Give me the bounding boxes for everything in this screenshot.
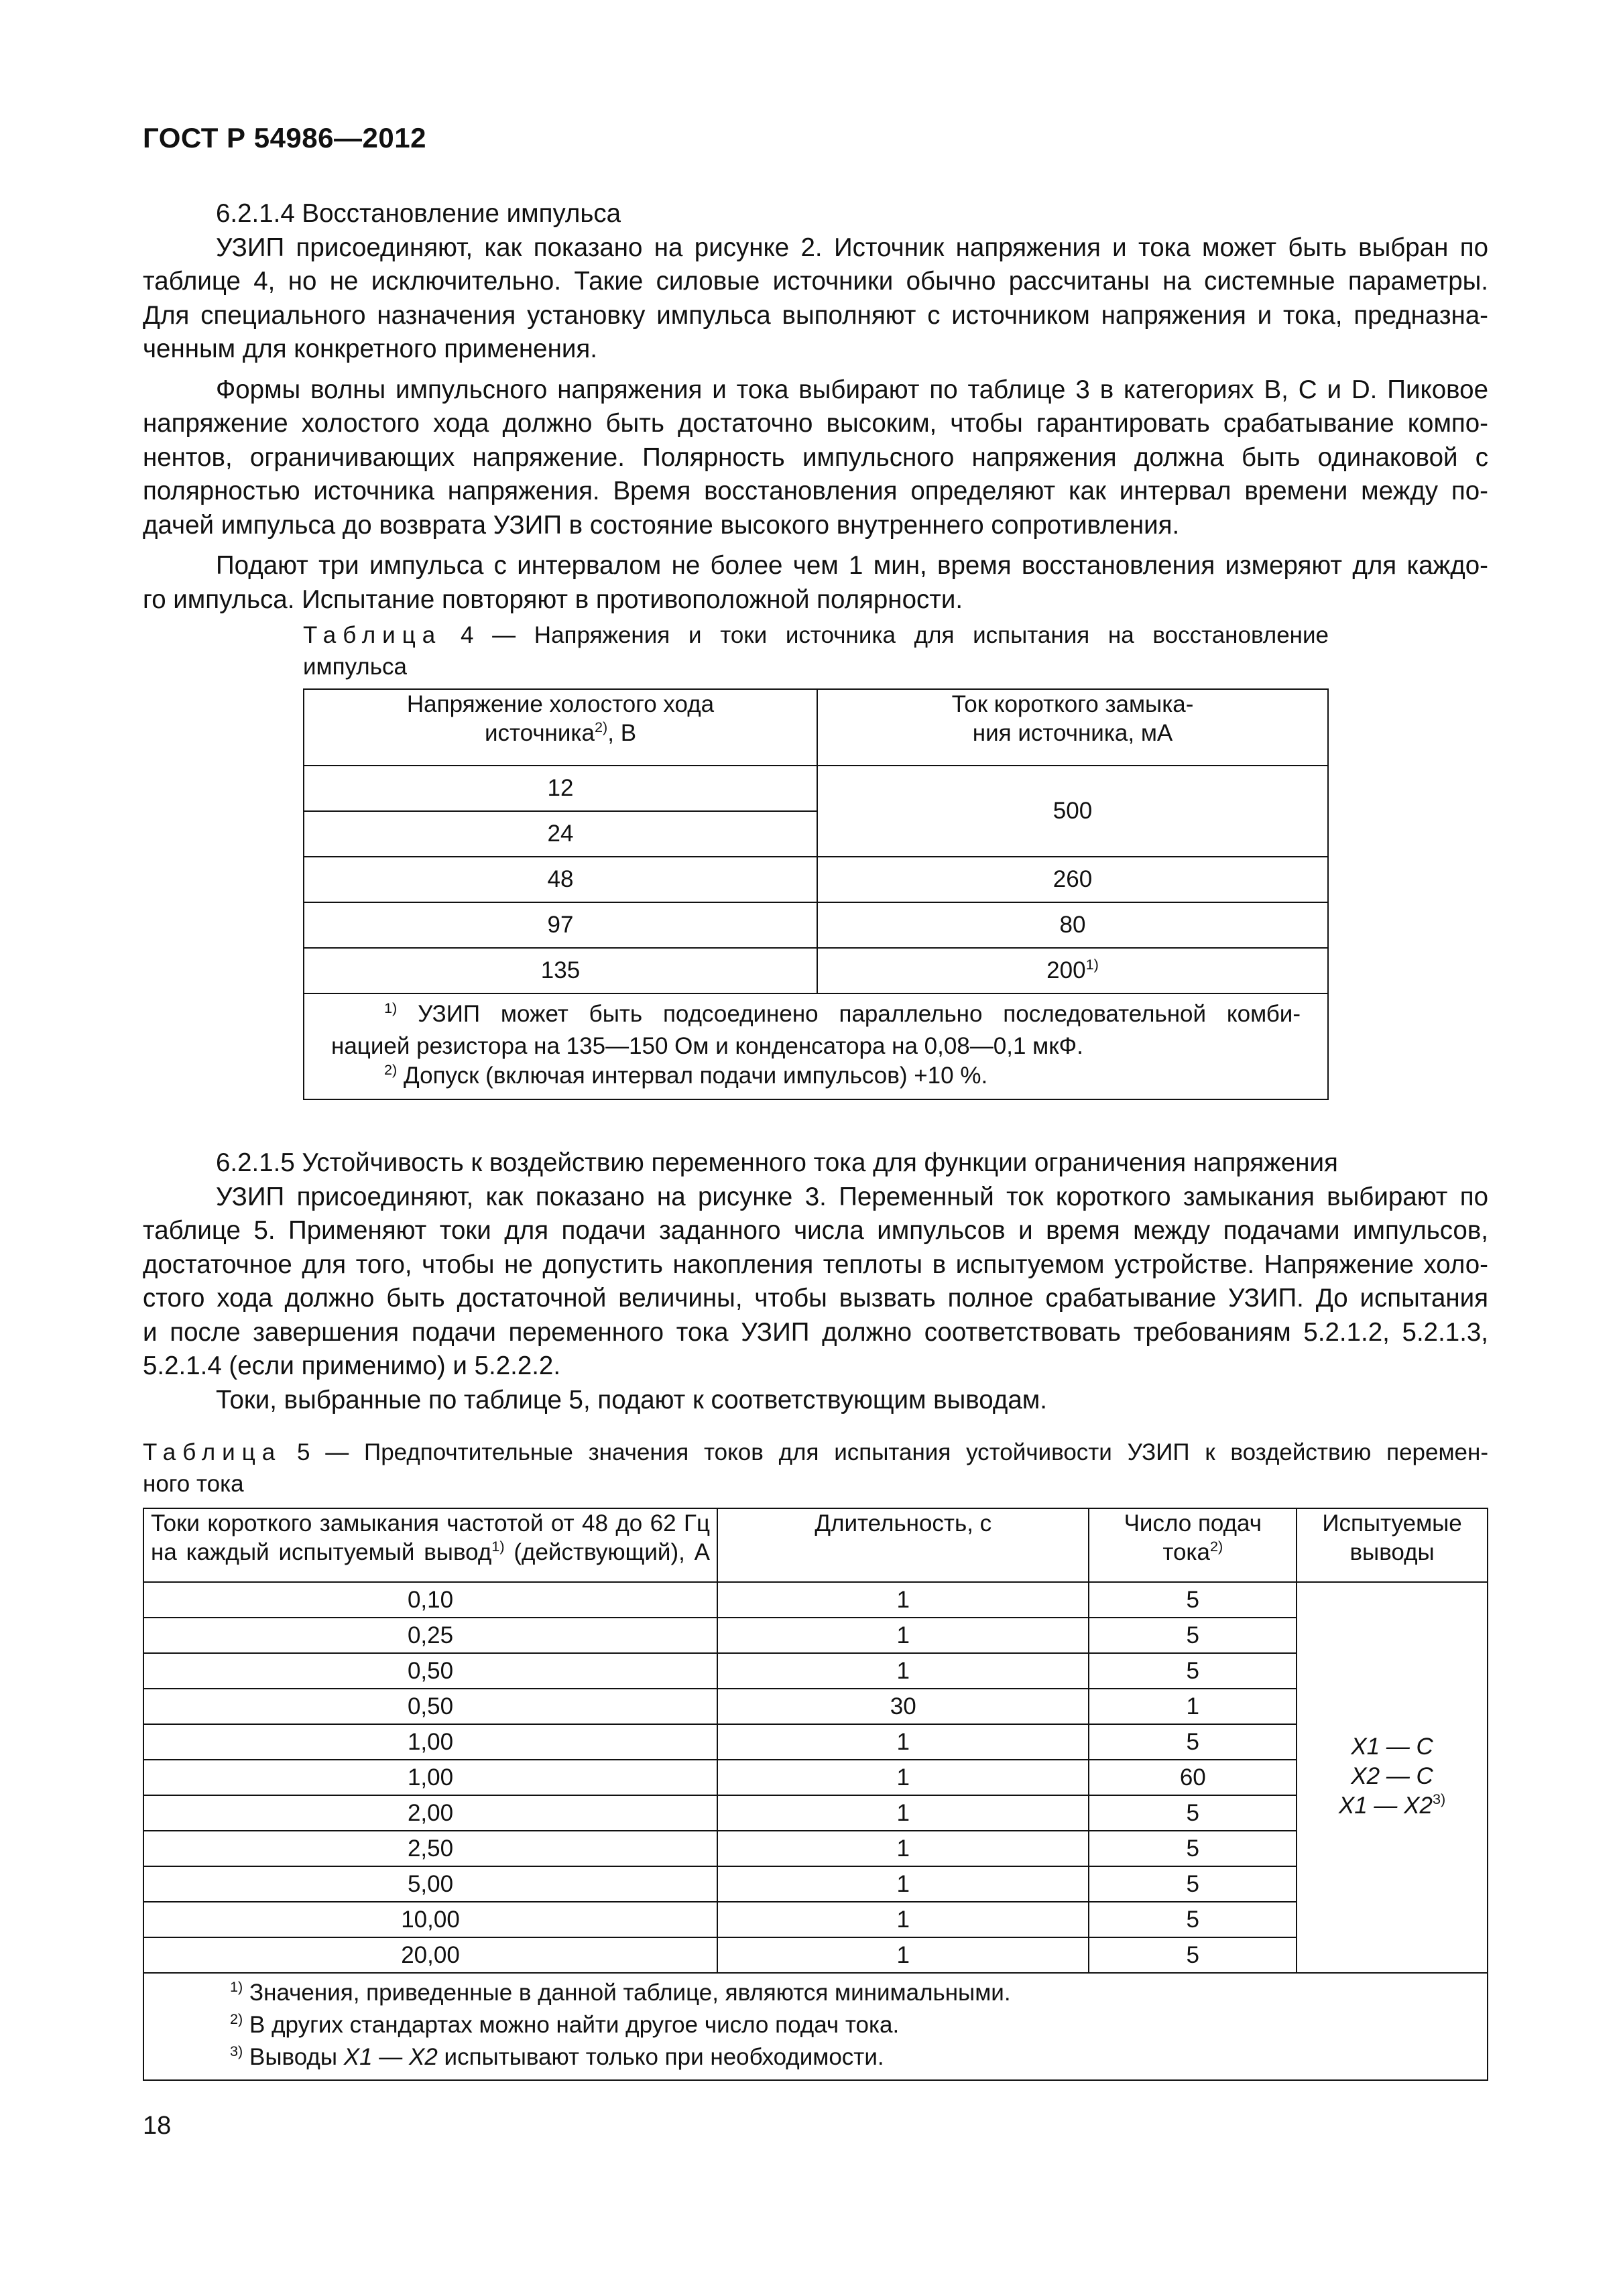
table-cell: 20,00: [143, 1937, 717, 1973]
table-caption-line2: ного тока: [143, 1471, 244, 1497]
paragraph-line: 5.2.1.4 (если применимо) и 5.2.2.2.: [143, 1351, 561, 1380]
table-cell: 80: [817, 902, 1328, 948]
table-cell: 1: [717, 1866, 1089, 1902]
section-heading: 6.2.1.5 Устойчивость к воздействию переменного тока для функции ограничения напряжения: [216, 1148, 1338, 1177]
paragraph-line: таблице 4, но не исключительно. Такие силовые источники обычно рассчитаны на системные параметры.: [143, 267, 1488, 296]
table-row: [143, 1866, 1488, 1902]
page-number: 18: [143, 2112, 172, 2140]
table-row: [143, 1618, 1488, 1653]
table-cell: 1: [717, 1760, 1089, 1795]
table-row: [143, 1653, 1488, 1689]
table-header-cell: [143, 1508, 717, 1582]
table-caption-text: 5 — Предпочтительные значения токов для испытания устойчивости УЗИП к воздействию перемен-: [282, 1439, 1488, 1465]
header-text: [144, 1538, 717, 1569]
note-text: испытывают только при необходимости.: [437, 2044, 884, 2070]
table-row: [143, 1724, 1488, 1760]
header-text-part: на каждый испытуемый вывод: [151, 1539, 492, 1565]
table5: [143, 1508, 1488, 2081]
table-row: [304, 766, 1328, 811]
paragraph-line: и после завершения подачи переменного тока УЗИП должно соответствовать требованиям 5.2.1.2, 5.2.1.3,: [143, 1317, 1488, 1347]
header-text: Токи короткого замыкания частотой от 48 до 62 Гц: [151, 1510, 711, 1536]
table-cell: 1: [717, 1937, 1089, 1973]
table-note: [304, 1061, 1301, 1093]
table-cell: 1: [1089, 1689, 1297, 1724]
table4-caption: [303, 619, 1329, 682]
table-cell: 1: [717, 1582, 1089, 1618]
footnote-marker: 3): [230, 2042, 243, 2059]
table-row: [304, 902, 1328, 948]
table-cell: 2,50: [143, 1831, 717, 1866]
table-caption-word: Таблица: [143, 1439, 282, 1465]
table-notes: [304, 993, 1328, 1099]
terminal-pair: X2 — C: [1351, 1762, 1433, 1789]
header-text: Число подач: [1124, 1510, 1262, 1536]
table-row: [143, 1902, 1488, 1937]
note-text: УЗИП может быть подсоединено параллельно последовательной комби-: [397, 1001, 1301, 1027]
header-text: [304, 719, 817, 750]
header-text-part: источника: [484, 720, 595, 746]
header-text: Ток короткого замыка-: [951, 691, 1194, 717]
table-cell: 0,50: [143, 1689, 717, 1724]
paragraph-line: таблице 5. Применяют токи для подачи заданного числа импульсов и время между подачами импульсов,: [143, 1216, 1488, 1245]
table-row: [304, 857, 1328, 902]
table-row: [143, 1689, 1488, 1724]
table-cell: 48: [304, 857, 817, 902]
note-text: Выводы: [243, 2044, 344, 2070]
table-cell: 5: [1089, 1795, 1297, 1831]
footnote-marker: 2): [230, 2010, 243, 2027]
header-text-part: (действующий), А: [504, 1539, 710, 1565]
section-6-2-1-5: [143, 1146, 1488, 1417]
header-text-part: , В: [607, 720, 637, 746]
table-cell: 97: [304, 902, 817, 948]
section-6-2-1-4: [143, 197, 1488, 617]
footnote-ref: 2): [594, 718, 608, 735]
table-row: [304, 948, 1328, 993]
footnote-ref: 1): [1085, 955, 1099, 973]
table-header-cell: [1089, 1508, 1297, 1582]
table4: [303, 688, 1329, 1100]
paragraph-line: Подают три импульса с интервалом не более чем 1 мин, время восстановления измеряют для каждо-: [216, 551, 1488, 580]
paragraph-line: Токи, выбранные по таблице 5, подают к соответствующим выводам.: [216, 1385, 1047, 1414]
footnote-ref: 3): [1432, 1791, 1446, 1808]
table-row: [143, 1760, 1488, 1795]
table-cell: [817, 948, 1328, 993]
table-cell: 24: [304, 811, 817, 857]
table-caption-line2: импульса: [303, 654, 407, 680]
table-cell: 5: [1089, 1866, 1297, 1902]
footnote-ref: 2): [1209, 1537, 1223, 1555]
table-cell: 5: [1089, 1724, 1297, 1760]
table-cell: 5: [1089, 1653, 1297, 1689]
paragraph-line: стого хода должно быть достаточной величины, чтобы вызвать полное срабатывание УЗИП. До испытания: [143, 1284, 1488, 1313]
paragraph-line: Формы волны импульсного напряжения и тока выбирают по таблице 3 в категориях B, C и D. Пиковое: [216, 375, 1488, 404]
table-row: [143, 1795, 1488, 1831]
table-cell: 5,00: [143, 1866, 717, 1902]
terminal-pair: [1297, 1791, 1487, 1823]
table-note: [230, 1978, 1487, 2010]
paragraph-line: Для специального назначения установку импульса выполняют с источником напряжения и тока, предназна-: [143, 300, 1488, 330]
table-note: нацией резистора на 135—150 Ом и конденсатора на 0,08—0,1 мкФ.: [331, 1033, 1083, 1059]
table-cell: 260: [817, 857, 1328, 902]
note-text: В других стандартах можно найти другое число подач тока.: [243, 2012, 900, 2038]
table-header-cell: [304, 689, 817, 766]
table-cell: 1,00: [143, 1760, 717, 1795]
table-header-cell: [1297, 1508, 1488, 1582]
table-cell: 1,00: [143, 1724, 717, 1760]
table-cell: 5: [1089, 1902, 1297, 1937]
table-cell: 5: [1089, 1582, 1297, 1618]
note-text: Допуск (включая интервал подачи импульсов) +10 %.: [397, 1063, 988, 1089]
table-cell: 2,00: [143, 1795, 717, 1831]
paragraph-line: достаточное для того, чтобы не допустить накопления теплоты в испытуемом устройстве. Напряжение холо-: [143, 1250, 1488, 1279]
table-cell: 1: [717, 1831, 1089, 1866]
footnote-ref: 1): [491, 1537, 505, 1555]
table5-caption: [143, 1437, 1488, 1500]
header-text: выводы: [1349, 1539, 1435, 1565]
table-cell: 1: [717, 1653, 1089, 1689]
table-header-cell: [817, 689, 1328, 766]
table-notes: [143, 1973, 1488, 2080]
paragraph-line: ченным для конкретного применения.: [143, 335, 597, 363]
table-cell: 5: [1089, 1937, 1297, 1973]
table-caption-text: 4 — Напряжения и токи источника для испытания на восстановление: [442, 622, 1329, 648]
table-cell: 1: [717, 1902, 1089, 1937]
terminal-text: X1 — X2: [1338, 1792, 1433, 1819]
table-cell: 1: [717, 1724, 1089, 1760]
note-text: Значения, приведенные в данной таблице, являются минимальными.: [243, 1980, 1011, 2006]
table-row: [143, 1831, 1488, 1866]
table-note: [304, 1000, 1301, 1032]
table-cell: 60: [1089, 1760, 1297, 1795]
table-cell: 5: [1089, 1831, 1297, 1866]
table-cell: 1: [717, 1618, 1089, 1653]
paragraph-line: го импульса. Испытание повторяют в противоположной полярности.: [143, 585, 963, 614]
footnote-marker: 1): [384, 999, 398, 1016]
paragraph-line: УЗИП присоединяют, как показано на рисунке 2. Источник напряжения и тока может быть выбран по: [216, 233, 1488, 262]
table-cell: 500: [817, 766, 1328, 857]
table-cell: 30: [717, 1689, 1089, 1724]
header-text: Напряжение холостого хода: [406, 691, 715, 717]
footnote-marker: 1): [230, 1978, 243, 1995]
table-caption-word: Таблица: [303, 622, 442, 648]
terminals-cell: [1297, 1582, 1488, 1973]
section-heading: 6.2.1.4 Восстановление импульса: [216, 199, 621, 228]
header-text: [1089, 1538, 1296, 1569]
paragraph-line: нентов, ограничивающих напряжение. Полярность импульсного напряжения должна быть одинаковой с: [143, 442, 1488, 472]
header-text: ния источника, мА: [972, 720, 1173, 746]
paragraph-line: УЗИП присоединяют, как показано на рисунке 3. Переменный ток короткого замыкания выбирают по: [216, 1182, 1488, 1211]
table-cell: 5: [1089, 1618, 1297, 1653]
table-row: [143, 1937, 1488, 1973]
table-cell: 0,10: [143, 1582, 717, 1618]
note-text: X2: [409, 2044, 438, 2070]
table-cell: 0,50: [143, 1653, 717, 1689]
terminal-pair: X1 — C: [1351, 1733, 1433, 1760]
paragraph-line: полярностью источника напряжения. Время восстановления определяют как интервал времени между по-: [143, 477, 1488, 505]
footnote-marker: 2): [384, 1061, 398, 1078]
table-row: [143, 1582, 1488, 1618]
document-header: ГОСТ Р 54986—2012: [143, 122, 426, 154]
table-note: [230, 2010, 1487, 2043]
cell-value: 200: [1046, 957, 1086, 983]
table-header-cell: Длительность, с: [717, 1508, 1089, 1582]
table-cell: 135: [304, 948, 817, 993]
table-cell: 1: [717, 1795, 1089, 1831]
paragraph-line: дачей импульса до возврата УЗИП в состояние высокого внутреннего сопротивления.: [143, 510, 1180, 540]
table-cell: 12: [304, 766, 817, 811]
table-cell: 0,25: [143, 1618, 717, 1653]
header-text: Испытуемые: [1322, 1510, 1462, 1536]
table-note: [230, 2043, 1487, 2075]
table-cell: 10,00: [143, 1902, 717, 1937]
header-text-part: тока: [1162, 1539, 1210, 1565]
paragraph-line: напряжение холостого хода должно быть достаточно высоким, чтобы гарантировать срабатывание компо-: [143, 409, 1488, 438]
note-text: —: [372, 2044, 409, 2070]
note-text: X1: [343, 2044, 373, 2070]
